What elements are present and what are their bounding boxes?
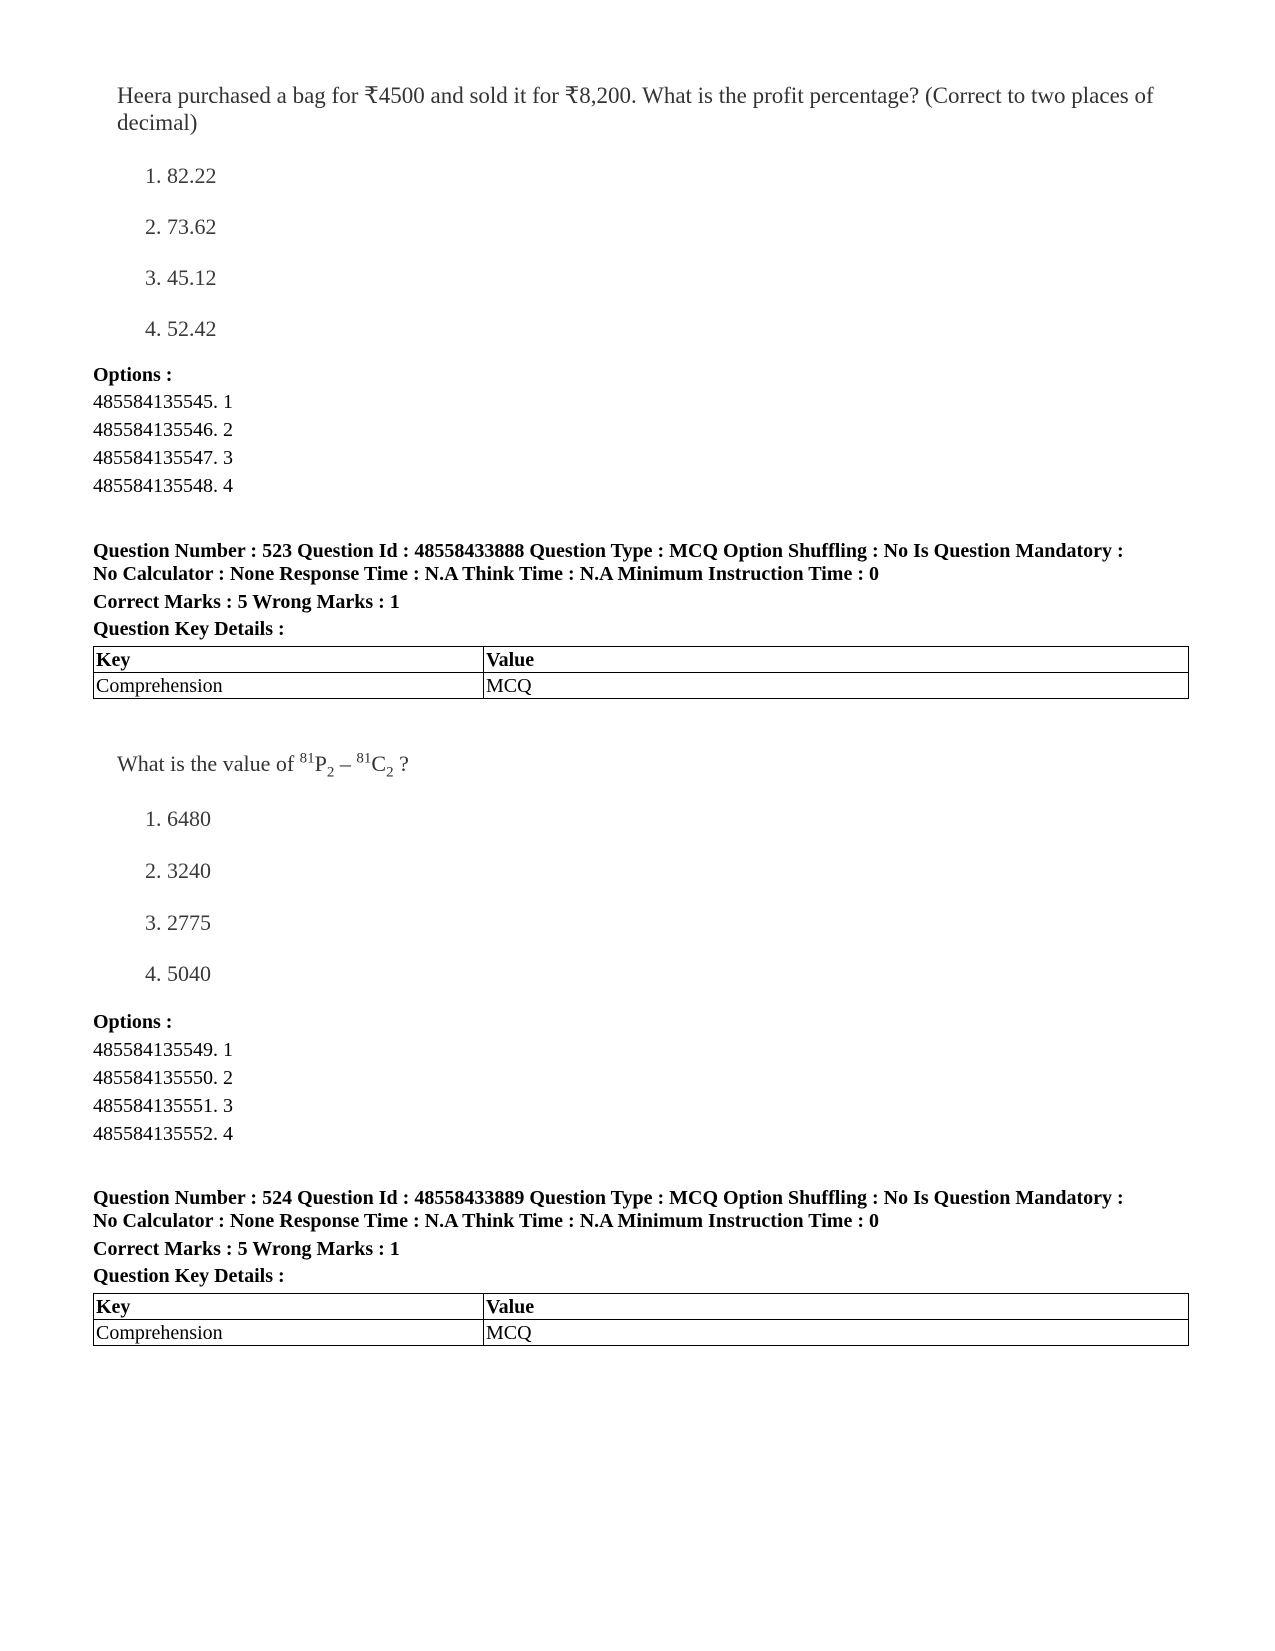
table-header-row xyxy=(94,647,1189,673)
question-meta-line: No Calculator : None Response Time : N.A Think Time : N.A Minimum Instruction Time : 0 xyxy=(93,563,879,585)
question-stem xyxy=(117,750,409,781)
question-stem: Heera purchased a bag for ₹4500 and sold it for ₹8,200. What is the profit percentage? (Correct to two places of decimal) xyxy=(117,83,1154,135)
question-meta-line: Question Number : 524 Question Id : 48558433889 Question Type : MCQ Option Shuffling : No Is Question Mandatory : xyxy=(93,1187,1124,1209)
stem-prefix: What is the value of xyxy=(117,751,300,776)
stem-c: C xyxy=(371,751,387,776)
table-header-value: Value xyxy=(484,1294,1189,1320)
stem-p: P xyxy=(314,751,327,776)
stem-sup: 81 xyxy=(356,750,372,767)
stem-suffix: ? xyxy=(393,751,409,776)
option-line: 485584135551. 3 xyxy=(93,1095,233,1117)
table-cell-value: MCQ xyxy=(484,1320,1189,1346)
table-header-row xyxy=(94,1294,1189,1320)
choice-2: 2. 73.62 xyxy=(145,214,217,239)
options-label: Options : xyxy=(93,1011,173,1033)
choice-4: 4. 5040 xyxy=(145,961,211,986)
table-header-value: Value xyxy=(484,647,1189,673)
option-line: 485584135548. 4 xyxy=(93,475,233,497)
key-details-label: Question Key Details : xyxy=(93,1265,285,1287)
table-row xyxy=(94,1320,1189,1346)
key-details-table xyxy=(93,646,1189,699)
stem-sup: 81 xyxy=(299,750,315,767)
table-row xyxy=(94,673,1189,699)
key-details-table xyxy=(93,1293,1189,1346)
stem-sub: 2 xyxy=(386,764,394,781)
option-line: 485584135552. 4 xyxy=(93,1123,233,1145)
question-meta-line: Question Number : 523 Question Id : 48558433888 Question Type : MCQ Option Shuffling : No Is Question Mandatory : xyxy=(93,540,1124,562)
option-line: 485584135546. 2 xyxy=(93,419,233,441)
table-cell-key: Comprehension xyxy=(94,673,484,699)
stem-sub: 2 xyxy=(326,764,335,781)
option-line: 485584135547. 3 xyxy=(93,447,233,469)
option-line: 485584135549. 1 xyxy=(93,1039,233,1061)
table-cell-key: Comprehension xyxy=(94,1320,484,1346)
option-line: 485584135545. 1 xyxy=(93,391,233,413)
marks-line: Correct Marks : 5 Wrong Marks : 1 xyxy=(93,591,400,613)
choice-3: 3. 2775 xyxy=(145,910,211,935)
table-header-key: Key xyxy=(94,1294,484,1320)
choice-2: 2. 3240 xyxy=(145,858,211,883)
choice-4: 4. 52.42 xyxy=(145,316,217,341)
table-cell-value: MCQ xyxy=(484,673,1189,699)
table-header-key: Key xyxy=(94,647,484,673)
options-label: Options : xyxy=(93,364,173,386)
choice-3: 3. 45.12 xyxy=(145,265,217,290)
stem-minus: – xyxy=(334,751,357,776)
choice-1: 1. 6480 xyxy=(145,806,211,831)
choice-1: 1. 82.22 xyxy=(145,163,217,188)
marks-line: Correct Marks : 5 Wrong Marks : 1 xyxy=(93,1238,400,1260)
option-line: 485584135550. 2 xyxy=(93,1067,233,1089)
question-meta-line: No Calculator : None Response Time : N.A Think Time : N.A Minimum Instruction Time : 0 xyxy=(93,1210,879,1232)
key-details-label: Question Key Details : xyxy=(93,618,285,640)
